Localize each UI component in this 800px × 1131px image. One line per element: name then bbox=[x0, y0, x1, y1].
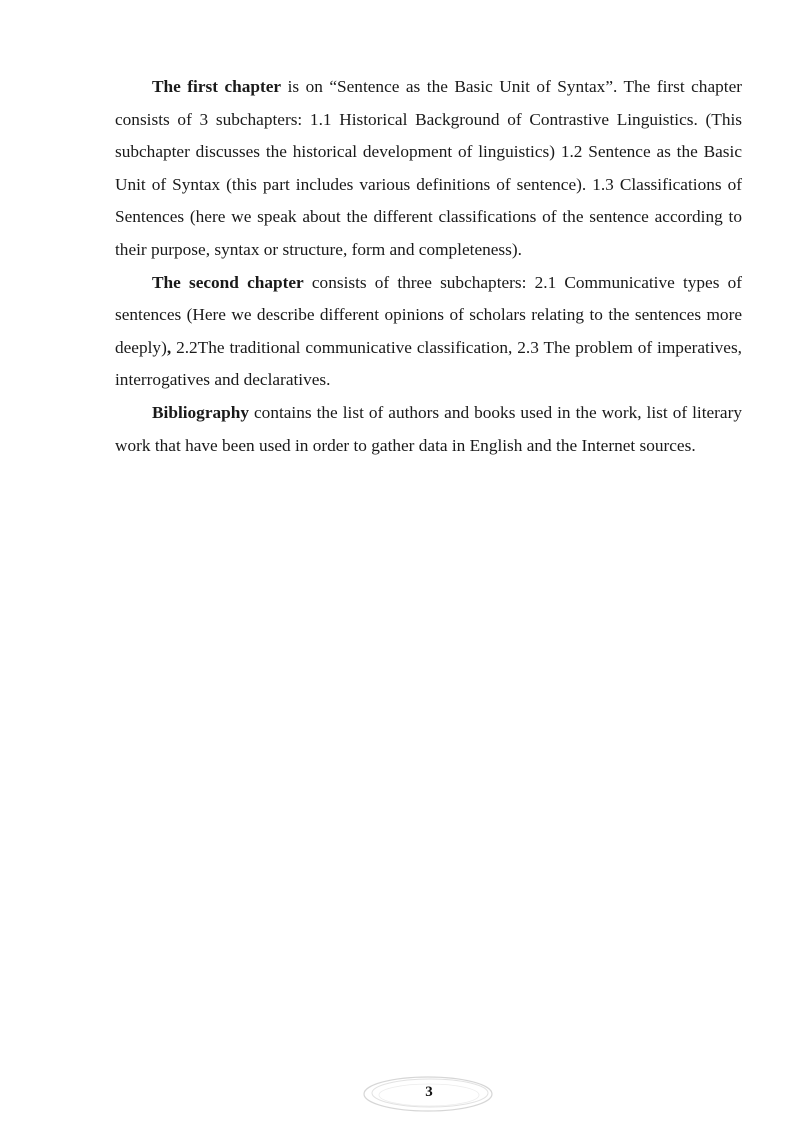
paragraph-lead: The second chapter bbox=[152, 272, 304, 292]
paragraph-text: is on “Sentence as the Basic Unit of Syntax”. The first chapter consists of 3 subchapters: 1.1 Historical Background of Contrastive Linguistics. (This subchapter discusses the historical development of linguistics) 1.2 Sentence as the Basic Unit of Syntax (this part includes various definitions of sentence). 1.3 Classifications of Sentences (here we speak about the different classifications of the sentence according to their purpose, syntax or structure, form and completeness). bbox=[115, 77, 742, 259]
paragraph-bold-comma: , bbox=[166, 337, 172, 357]
paragraph-text: 2.2The traditional communicative classification, 2.3 The problem of imperatives, interrogatives and declaratives. bbox=[115, 337, 742, 390]
paragraph-text: contains the list of authors and books used in the work, list of literary work that have been used in order to gather data in English and the Internet sources. bbox=[115, 402, 742, 455]
paragraph-lead: Bibliography bbox=[152, 402, 249, 422]
page-number: 3 bbox=[425, 1084, 433, 1100]
document-body bbox=[115, 71, 742, 462]
paragraph-second-chapter bbox=[115, 267, 742, 397]
page-footer bbox=[360, 1072, 500, 1116]
paragraph-bibliography bbox=[115, 397, 742, 462]
paragraph-first-chapter bbox=[115, 71, 742, 267]
paragraph-lead: The first chapter bbox=[152, 77, 282, 96]
paragraph-text: consists of three subchapters: 2.1 Communicative types of sentences (Here we describe different opinions of scholars relating to the sentences more deeply) bbox=[115, 272, 742, 357]
